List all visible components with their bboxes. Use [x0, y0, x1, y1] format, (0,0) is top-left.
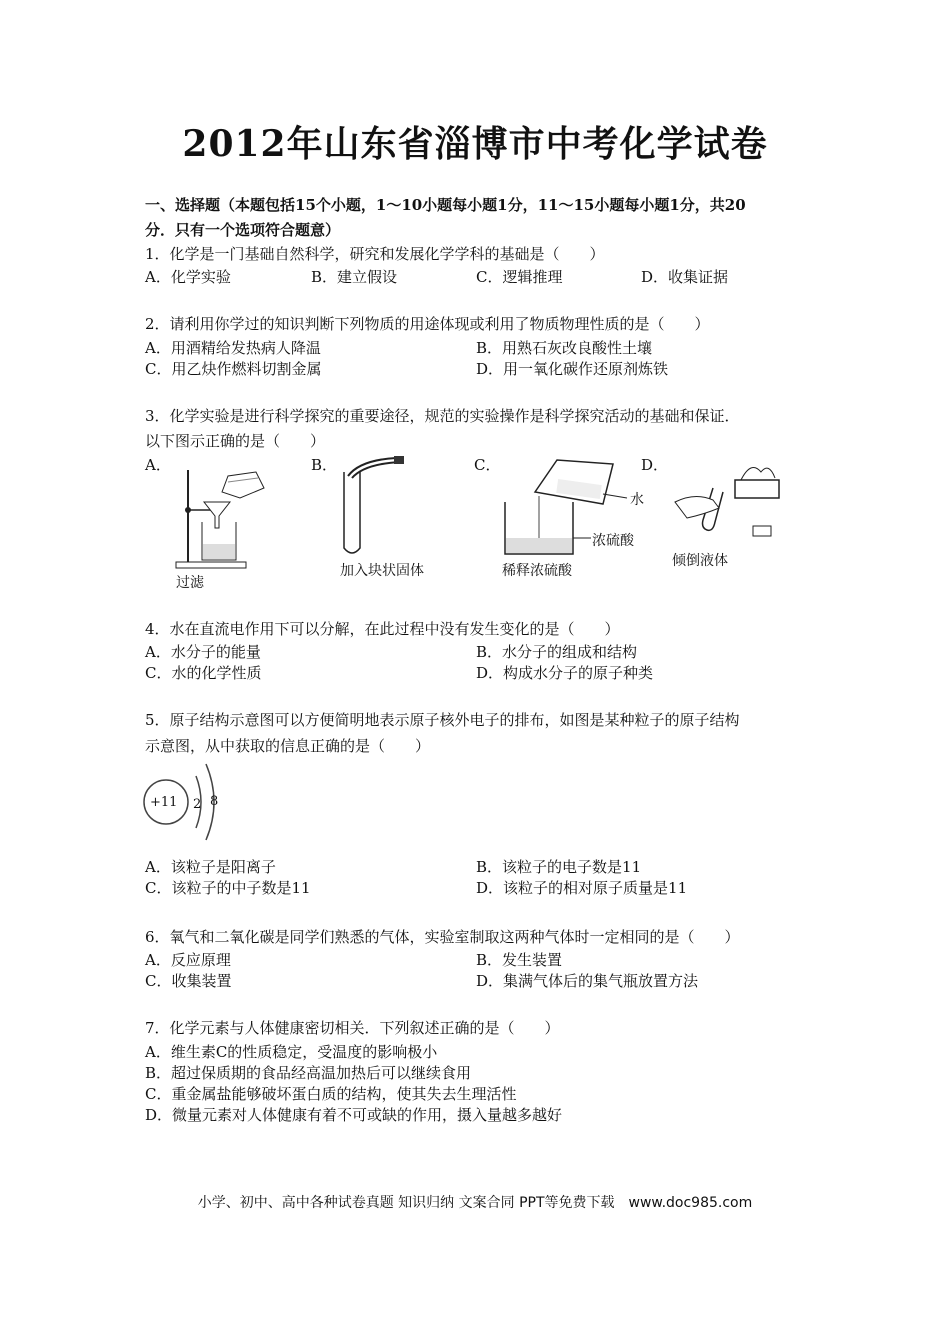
q4-option-d: D．构成水分子的原子种类 [476, 664, 654, 682]
filtration-diagram [170, 462, 280, 577]
q6-option-c: C．收集装置 [145, 972, 232, 990]
q6-option-d: D．集满气体后的集气瓶放置方法 [476, 972, 699, 990]
question-7-stem: 7．化学元素与人体健康密切相关．下列叙述正确的是（ ） [145, 1019, 560, 1037]
q5-option-b: B．该粒子的电子数是11 [476, 858, 642, 876]
q4-option-a: A．水分子的能量 [145, 643, 261, 661]
q3-option-a: A． [145, 456, 171, 474]
q6-option-a: A．反应原理 [145, 951, 231, 969]
q1-option-a: A．化学实验 [145, 268, 231, 286]
question-1-stem: 1．化学是一门基础自然科学，研究和发展化学学科的基础是（ ） [145, 245, 605, 263]
shell-1-electrons: 2 [193, 797, 202, 812]
shell-2-electrons: 8 [210, 794, 219, 809]
question-2-stem: 2．请利用你学过的知识判断下列物质的用途体现或利用了物质物理性质的是（ ） [145, 315, 710, 333]
q3-caption-c: 稀释浓硫酸 [502, 563, 572, 579]
section-heading-line2: 分．只有一个选项符合题意） [145, 221, 341, 239]
q4-option-c: C．水的化学性质 [145, 664, 262, 682]
question-5-stem-cont: 示意图，从中获取的信息正确的是（ ） [145, 737, 431, 755]
q1-option-b: B．建立假设 [311, 268, 398, 286]
q3-caption-a: 过滤 [176, 575, 204, 591]
question-3-stem-cont: 以下图示正确的是（ ） [145, 432, 326, 450]
question-4-stem: 4．水在直流电作用下可以分解，在此过程中没有发生变化的是（ ） [145, 620, 620, 638]
section-heading-line1: 一、选择题（本题包括15个小题，1～10小题每小题1分，11～15小题每小题1分，共20 [145, 196, 746, 214]
question-5-stem: 5．原子结构示意图可以方便简明地表示原子核外电子的排布，如图是某种粒子的原子结构 [145, 711, 740, 729]
q7-option-b: B．超过保质期的食品经高温加热后可以继续食用 [145, 1064, 472, 1082]
label-conc-acid: 浓硫酸 [592, 533, 634, 549]
q7-option-c: C．重金属盐能够破坏蛋白质的结构，使其失去生理活性 [145, 1085, 517, 1103]
q3-caption-b: 加入块状固体 [340, 563, 424, 579]
footer-text: 小学、初中、高中各种试卷真题 知识归纳 文案合同 PPT等免费下载 www.doc985.com [197, 1195, 753, 1211]
q3-option-b: B． [311, 456, 338, 474]
nucleus-charge: +11 [150, 795, 178, 810]
pour-liquid-diagram [665, 452, 795, 552]
q1-option-d: D．收集证据 [641, 268, 729, 286]
q2-option-c: C．用乙炔作燃料切割金属 [145, 360, 322, 378]
label-water: 水 [630, 492, 644, 508]
q6-option-b: B．发生装置 [476, 951, 563, 969]
q3-option-d: D． [641, 456, 669, 474]
q1-option-c: C．逻辑推理 [476, 268, 563, 286]
q7-option-d: D．微量元素对人体健康有着不可或缺的作用，摄入量越多越好 [145, 1106, 563, 1124]
page-title: 2012年山东省淄博市中考化学试卷 [182, 123, 768, 165]
q2-option-d: D．用一氧化碳作还原剂炼铁 [476, 360, 669, 378]
q5-option-c: C．该粒子的中子数是11 [145, 879, 311, 897]
question-6-stem: 6．氧气和二氧化碳是同学们熟悉的气体，实验室制取这两种气体时一定相同的是（ ） [145, 928, 740, 946]
add-solid-diagram [330, 452, 420, 562]
q7-option-a: A．维生素C的性质稳定，受温度的影响极小 [145, 1043, 438, 1061]
q5-option-d: D．该粒子的相对原子质量是11 [476, 879, 688, 897]
question-3-stem: 3．化学实验是进行科学探究的重要途径，规范的实验操作是科学探究活动的基础和保证． [145, 407, 740, 425]
q3-caption-d: 倾倒液体 [672, 553, 728, 569]
q2-option-b: B．用熟石灰改良酸性土壤 [476, 339, 653, 357]
q2-option-a: A．用酒精给发热病人降温 [145, 339, 321, 357]
q4-option-b: B．水分子的组成和结构 [476, 643, 638, 661]
q5-option-a: A．该粒子是阳离子 [145, 858, 276, 876]
q3-option-c: C． [474, 456, 501, 474]
